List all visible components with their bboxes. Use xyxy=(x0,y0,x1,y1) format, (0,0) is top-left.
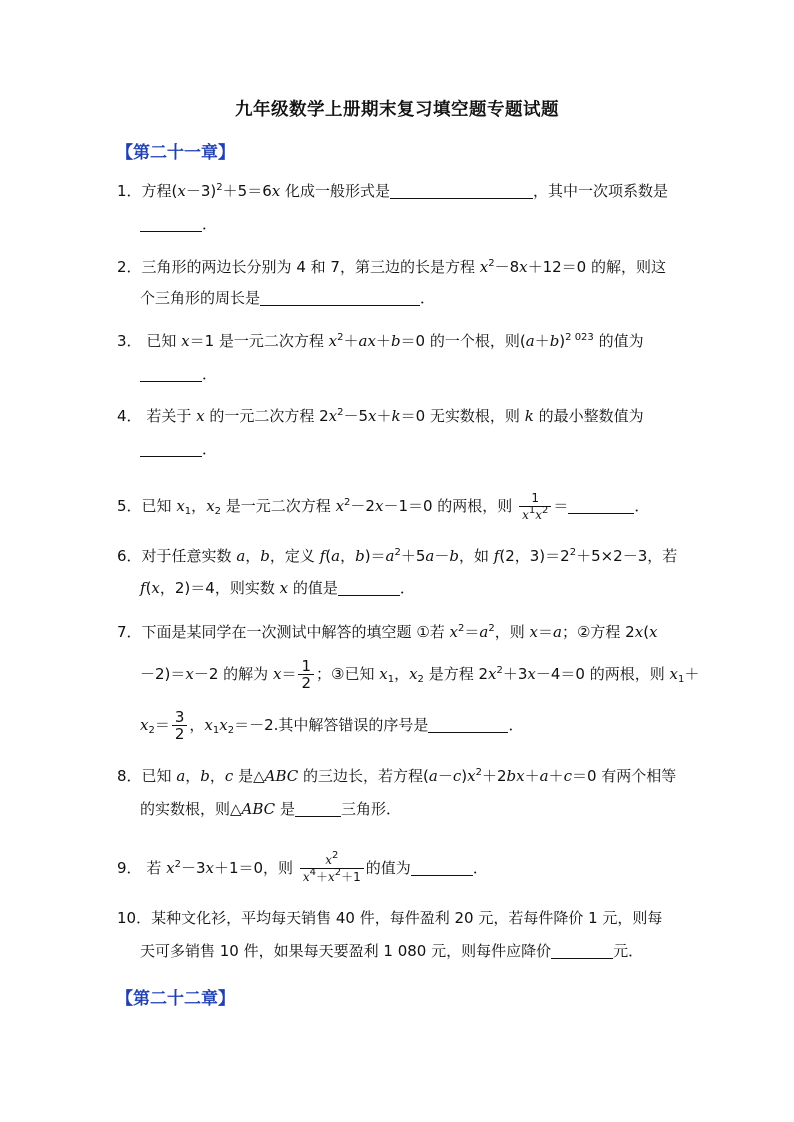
question-8-line-1: 8．已知 a，b，c 是△ABC 的三边长，若方程$(a-c)x^2+2bx+a+c=0$ 有两个相等 xyxy=(117,767,677,785)
answer-blank[interactable] xyxy=(140,215,202,232)
fraction: $\frac{1}{x^1x^2}$ xyxy=(519,490,551,523)
question-2-line-1: 2．三角形的两边长分别为 4 和 7，第三边的长是方程 $x^2-8x+12=0$ 的解，则这 xyxy=(117,258,666,276)
question-4-line-1: 4． 若关于 x 的一元二次方程 $2x^2-5x+k=0$ 无实数根，则 k 的最小整数值为 xyxy=(117,407,644,425)
answer-blank[interactable] xyxy=(140,440,202,457)
question-7-line-1: 7．下面是某同学在一次测试中解答的填空题 ①若 $x^2=a^2$，则 x＝a；②方程 2x(x xyxy=(117,623,658,641)
chapter-21-heading: 【第二十一章】 xyxy=(116,143,235,163)
chapter-22-heading: 【第二十二章】 xyxy=(116,989,235,1009)
question-5: 5．已知 $x_1$，$x_2$ 是一元二次方程 $x^2-2x-1=0$ 的两根，则 $\frac{1}{x^1x^2}$ ＝ ． xyxy=(117,491,650,522)
question-7-line-3: $x_2=$ $\frac{3}{2}$ ，$x_1x_2=-2$.其中解答错误的序号是 ． xyxy=(140,708,524,743)
question-8-line-2: 的实数根，则△ABC 是 三角形． xyxy=(140,800,401,818)
question-2-line-2: 个三角形的周长是 ． xyxy=(140,289,436,307)
question-7-line-2: －2)＝x－2 的解为 x＝ $\frac{1}{2}$ ；③已知 $x_1$，$x_2$ 是方程 $2x^2+3x-4=0$ 的两根，则 $x_1+$ xyxy=(140,657,700,692)
question-10-line-1: 10．某种文化衫，平均每天销售 40 件，每件盈利 20 元，若每件降价 1 元，则每 xyxy=(117,909,663,927)
question-1-line-2: ． xyxy=(140,214,217,234)
question-3-line-2: ． xyxy=(140,364,217,384)
fraction: $\frac{1}{2}$ xyxy=(298,658,314,691)
answer-blank[interactable] xyxy=(568,497,634,514)
question-3-line-1: 3． 已知 x＝1 是一元二次方程 $x^2+ax+b=0$ 的一个根，则$(a+b)^{2 023}$ 的值为 xyxy=(117,332,644,350)
answer-blank[interactable] xyxy=(338,579,400,596)
fraction: $\frac{3}{2}$ xyxy=(172,709,188,742)
question-4-line-2: ． xyxy=(140,439,217,459)
fraction: $\frac{x^2}{x^4+x^2+1}$ xyxy=(300,852,364,885)
question-6-line-2: f(x，2)＝4，则实数 x 的值是 ． xyxy=(140,579,415,597)
answer-blank[interactable] xyxy=(390,182,533,199)
page-title: 九年级数学上册期末复习填空题专题试题 xyxy=(235,100,559,120)
question-9: 9． 若 $x^2-3x+1=0$，则 $\frac{x^2}{x^4+x^2+1}$ 的值为 ． xyxy=(117,850,488,884)
answer-blank[interactable] xyxy=(260,289,420,306)
question-1-line-1: 1．方程$(x-3)^2+5=6x$ 化成一般形式是 ，其中一次项系数是 xyxy=(117,182,669,200)
answer-blank[interactable] xyxy=(428,716,508,733)
answer-blank[interactable] xyxy=(140,365,202,382)
answer-blank[interactable] xyxy=(411,859,473,876)
question-6-line-1: 6．对于任意实数 a，b，定义 f(a，$b)=a^2+5a-b$，如 f(2，$3)=2^2+5\times 2-3$，若 xyxy=(117,547,678,565)
answer-blank[interactable] xyxy=(551,942,613,959)
question-10-line-2: 天可多销售 10 件，如果每天要盈利 1 080 元，则每件应降价 元． xyxy=(140,942,644,960)
answer-blank[interactable] xyxy=(295,800,341,817)
